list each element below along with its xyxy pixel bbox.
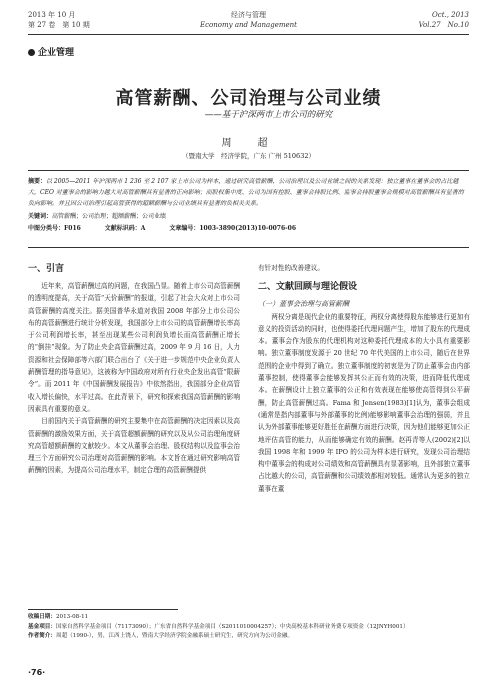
section-heading-introduction: 一、引言 [28,264,65,274]
abstract-text: 以 2005—2011 年沪深两市 1 236 至 2 107 家上市公司为样本，通过研究高管薪酬、公司治理以及公司业绩之间的关系发现：独立董事在董事会的占比越大，CEO 对董事会的影响力越大对高管薪酬具有显著的正向影响；而股权集中度、公司为国有控股、董事会持股比例、监事会持股董事会规模对高管薪酬具有显著的负向影响。并且因公司治理引起高管获得的超额薪酬与公司业绩具有显著的负相关关系。 [28,178,464,207]
body-paragraph-continued: 有针对性的改善建议。 [258,264,324,272]
page-number: ·76· [28,668,46,677]
article-subtitle: ——基于沪深两市上市公司的研究 [204,110,333,120]
header-center [28,10,469,30]
subsection-heading: （一）董事会治理与高管薪酬 [258,300,349,309]
keywords [28,211,469,222]
header-rule [28,34,469,35]
section-heading-literature: 二、文献回顾与理论假设 [258,282,358,293]
keywords-text: 高管薪酬；公司治理；超额薪酬；公司业绩 [52,213,167,220]
running-header [28,10,469,42]
article-author: 周 超 [221,138,276,149]
abstract-block [28,170,469,234]
received-date: 收稿日期：2013-08-11 [28,614,89,620]
fund-info: 基金项目：国家自然科学基金项目（71173090）；广东省自然科学基金项目（S2011010004257）；中央高校基本科研业务费专项资金（12JNYH001） [28,623,409,630]
header-volume-en: Vol.27 No.10 [418,21,469,29]
body-paragraph: 近年来，高管薪酬过高的问题，在我国凸显。随着上市公司高管薪酬的透明度提高，关于高管“天价薪酬”的报道，引起了社会大众对上市公司高管薪酬的高度关注。据美国普华永道对我国 2008 年部分上市公司公布的高管薪酬进行统计分析发现，我国部分上市公司的高管薪酬增长率高于公司利润增长率，甚至出现某些公司利润负增长而高管薪酬正增长的“倒挂”现象。为了防止央企高管薪酬过高，2009 年 9 月 16 日，人力资源和社会保障部等六部门联合出台了《关于进一步规范中央企业负责人薪酬管理的指导意见》，这被称为中国政府对所有行业央企发出高管“限薪令”。而 2011 年《中国薪酬发展报告》中依然指出，我国部分企业高管收入增长偏快，水平过高。在此背景下，研究和探索我国高管薪酬的影响因素具有重要的意义。 [28,282,240,413]
header-volume: 第 27 卷 第 10 期 [28,21,90,29]
abstract-rule [28,247,469,248]
header-date: 2013 年 10 月 [28,11,76,19]
body-paragraph: 目前国内关于高管薪酬的研究主要集中在高管薪酬的决定因素以及高管薪酬的激励效果方面，关于高管超额薪酬的研究以及从公司治理角度研究高管超额薪酬的文献较少。本文从董事会治理、股权结构以及监事会治理三个方面研究公司治理对高管薪酬的影响。本文旨在通过研究影响高管薪酬的因素，为提高公司治理水平，制定合理的高管薪酬提供 [28,417,240,475]
keywords-label: 关键词： [28,213,53,220]
left-column [28,262,240,477]
abstract-label: 摘要： [28,178,47,185]
right-column [258,262,470,495]
author-bio: 作者简介：周超（1990-），男，江西上饶人，暨南大学经济学院金融系硕士研究生，研究方向为公司金融。 [28,633,294,639]
abstract [28,176,469,209]
section-tag [28,45,74,58]
footnote-rule [28,609,178,610]
header-journal-en: Economy and Management [200,21,297,29]
footnote [28,613,469,642]
section-tag-label: 企业管理 [38,48,75,58]
article-number: 文章编号：1003-3890(2013)10-0076-06 [169,225,296,232]
clc-number: 中图分类号：F016 [28,225,81,232]
body-paragraph: 两权分离是现代企业的重要特征，两权分离使得股东能够进行更加有意义的投资活动的同时，也使得委托代理问题产生，增加了股东的代理成本。董事会作为股东的代理机构对这种委托代理成本的大小具有重要影响。独立董事制度发源于 20 世纪 70 年代美国的上市公司，随后在世界范围的企业中得到了确立。独立董事制度的初衷是为了防止董事会由内部董事控制，使得董事会能够发挥其公正而有效的决策，进而降低代理成本。在薪酬设计上独立董事的公正和有效表现在能够使高管得到公平薪酬，防止高管薪酬过高。Fama 和 Jensen(1983)[1]认为，董事会组成(通常是指内部董事与外部董事的比例)能够影响董事会治理的强弱，并且认为外部董事能够更好胜任在薪酬方面进行决策，因为他们能够更加公正地评估高管的能力，从而能够确定有效的薪酬。赵再青等人(2002)[2]以我国 1998 年和 1999 年 IPO 的公司为样本进行研究，发现公司治理结构中董事会的构成对公司绩效和高管薪酬具有显著影响，且外部独立董事占比越大的公司，高管薪酬和公司绩效都相对较低。通常认为更多的独立董事在董 [258,312,470,493]
header-right [419,10,469,30]
article-title: 高管薪酬、公司治理与公司业绩 [115,88,382,109]
header-date-en: Oct., 2013 [432,11,469,19]
classification-line [28,223,469,234]
author-affiliation: （暨南大学 经济学院，广东 广州 510632） [182,152,315,160]
bullet-icon [28,49,35,56]
header-journal-cn: 经济与管理 [231,11,266,19]
document-code: 文献标识码：A [104,225,146,232]
